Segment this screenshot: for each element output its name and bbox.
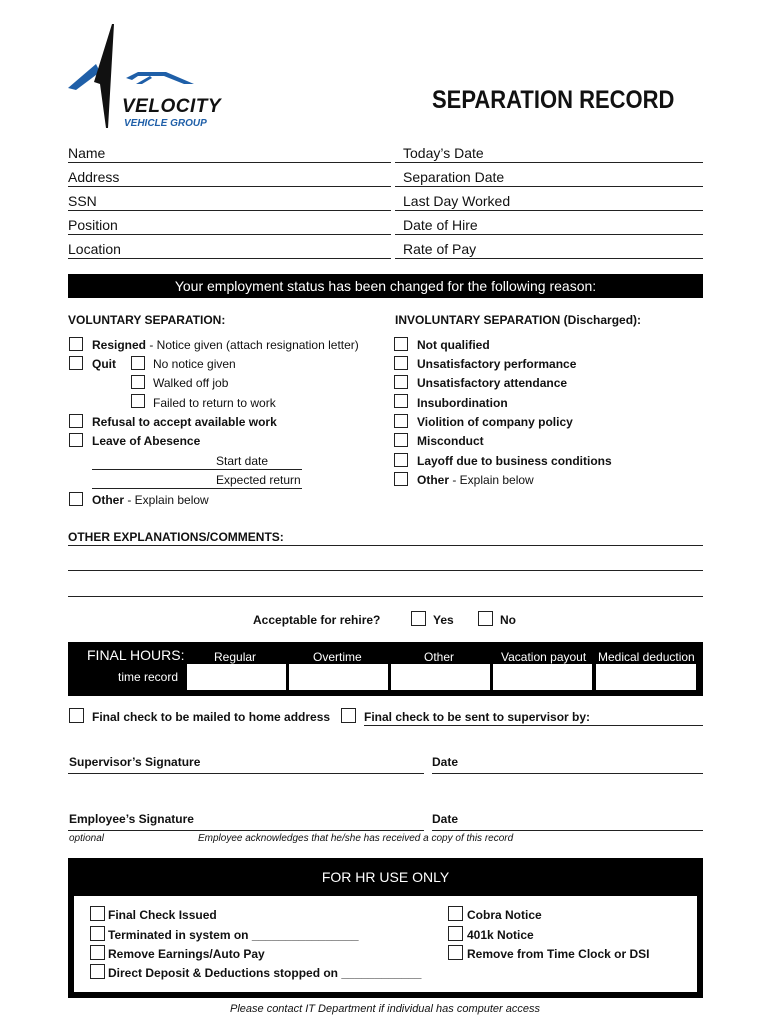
voluntary-other-checkbox[interactable]: [69, 492, 83, 506]
col-medical-label: Medical deduction: [598, 650, 695, 664]
supervisor-by-line[interactable]: [364, 725, 703, 726]
resigned-bold: Resigned: [92, 338, 147, 352]
mail-check-checkbox[interactable]: [69, 708, 84, 723]
time-record-label: time record: [118, 670, 179, 684]
comments-line-2[interactable]: [68, 570, 703, 571]
supervisor-check-checkbox[interactable]: [341, 708, 356, 723]
layoff-checkbox[interactable]: [394, 453, 408, 467]
401k-notice-checkbox[interactable]: [448, 926, 463, 941]
walked-off-label: Walked off job: [153, 376, 229, 390]
field-address-line[interactable]: [68, 186, 391, 187]
field-address-label: Address: [68, 169, 120, 185]
terminated-checkbox[interactable]: [90, 926, 105, 941]
involuntary-other-label: [417, 473, 534, 487]
field-position-label: Position: [68, 217, 118, 233]
policy-violation-checkbox[interactable]: [394, 414, 408, 428]
regular-hours-input[interactable]: [187, 664, 286, 690]
expected-return-label: Expected return: [216, 473, 301, 487]
company-logo: [66, 22, 222, 132]
supervisor-date-line[interactable]: [432, 773, 703, 774]
field-date-of-hire-line[interactable]: [395, 234, 703, 235]
field-position-line[interactable]: [68, 234, 391, 235]
not-qualified-label: Not qualified: [417, 338, 490, 352]
leave-label: Leave of Abesence: [92, 434, 201, 448]
field-todays-date-line[interactable]: [395, 162, 703, 163]
col-regular-label: Regular: [214, 650, 257, 664]
final-hours-heading: FINAL HOURS:: [87, 647, 185, 663]
involuntary-heading: INVOLUNTARY SEPARATION (Discharged):: [395, 313, 642, 327]
remove-earnings-label: Remove Earnings/Auto Pay: [108, 947, 265, 961]
layoff-label: Layoff due to business conditions: [417, 454, 612, 468]
start-date-line[interactable]: [92, 469, 302, 470]
page-title: SEPARATION RECORD: [432, 86, 675, 114]
supervisor-date-label: Date: [432, 755, 459, 769]
rehire-no-label: No: [500, 613, 516, 627]
walked-off-checkbox[interactable]: [131, 375, 145, 389]
other-hours-input[interactable]: [391, 664, 490, 690]
field-name-label: Name: [68, 145, 106, 161]
cobra-notice-label: Cobra Notice: [467, 908, 542, 922]
field-rate-of-pay-label: Rate of Pay: [403, 241, 477, 257]
supervisor-check-label: Final check to be sent to supervisor by:: [364, 710, 591, 724]
reason-banner-text: Your employment status has been changed for the following reason:: [174, 278, 597, 294]
failed-return-checkbox[interactable]: [131, 394, 145, 408]
field-location-line[interactable]: [68, 258, 391, 259]
final-check-issued-label: Final Check Issued: [108, 908, 217, 922]
col-other-label: Other: [424, 650, 455, 664]
no-notice-label: No notice given: [153, 357, 236, 371]
start-date-label: Start date: [216, 454, 269, 468]
voluntary-heading: VOLUNTARY SEPARATION:: [68, 313, 226, 327]
overtime-hours-input[interactable]: [289, 664, 388, 690]
resigned-rest: - Notice given (attach resignation letter): [146, 338, 359, 352]
field-name-line[interactable]: [68, 162, 391, 163]
rehire-yes-label: Yes: [433, 613, 454, 627]
resigned-checkbox[interactable]: [69, 337, 83, 351]
no-notice-checkbox[interactable]: [131, 356, 145, 370]
field-ssn-label: SSN: [68, 193, 97, 209]
401k-notice-label: 401k Notice: [467, 928, 534, 942]
optional-note: optional: [69, 833, 105, 844]
employee-date-label: Date: [432, 812, 459, 826]
field-location-label: Location: [68, 241, 121, 257]
footer-note: Please contact IT Department if individual has computer access: [230, 1003, 540, 1015]
direct-deposit-checkbox[interactable]: [90, 964, 105, 979]
unsat-attendance-label: Unsatisfactory attendance: [417, 376, 568, 390]
not-qualified-checkbox[interactable]: [394, 337, 408, 351]
quit-label: Quit: [92, 357, 116, 371]
comments-line-3[interactable]: [68, 596, 703, 597]
reason-banner: [68, 274, 703, 298]
cobra-notice-checkbox[interactable]: [448, 906, 463, 921]
rehire-yes-checkbox[interactable]: [411, 611, 426, 626]
refusal-checkbox[interactable]: [69, 414, 83, 428]
direct-deposit-label: Direct Deposit & Deductions stopped on ____________: [108, 966, 422, 980]
employee-signature-line[interactable]: [68, 830, 424, 831]
supervisor-signature-line[interactable]: [68, 773, 424, 774]
rehire-no-checkbox[interactable]: [478, 611, 493, 626]
logo-name: VELOCITY: [122, 96, 222, 117]
time-clock-label: Remove from Time Clock or DSI: [467, 947, 650, 961]
insubordination-checkbox[interactable]: [394, 394, 408, 408]
insubordination-label: Insubordination: [417, 396, 508, 410]
field-last-day-line[interactable]: [395, 210, 703, 211]
field-separation-date-line[interactable]: [395, 186, 703, 187]
field-todays-date-label: Today’s Date: [403, 145, 484, 161]
quit-checkbox[interactable]: [69, 356, 83, 370]
policy-violation-label: Violition of company policy: [417, 415, 573, 429]
medical-deduction-input[interactable]: [596, 664, 696, 690]
time-clock-checkbox[interactable]: [448, 945, 463, 960]
misconduct-label: Misconduct: [417, 434, 484, 448]
involuntary-other-bold: Other: [417, 473, 450, 487]
voluntary-other-label: [92, 493, 209, 507]
hr-heading: FOR HR USE ONLY: [321, 869, 450, 885]
failed-return-label: Failed to return to work: [153, 396, 276, 410]
mail-check-label: Final check to be mailed to home address: [92, 710, 331, 724]
resigned-label: [92, 338, 359, 352]
leave-checkbox[interactable]: [69, 433, 83, 447]
col-overtime-label: Overtime: [313, 650, 362, 664]
field-date-of-hire-label: Date of Hire: [403, 217, 478, 233]
expected-return-line[interactable]: [92, 488, 302, 489]
field-separation-date-label: Separation Date: [403, 169, 505, 185]
field-last-day-label: Last Day Worked: [403, 193, 511, 209]
employee-signature-label: Employee’s Signature: [69, 812, 194, 826]
refusal-label: Refusal to accept available work: [92, 415, 277, 429]
final-check-issued-checkbox[interactable]: [90, 906, 105, 921]
voluntary-other-bold: Other: [92, 493, 125, 507]
involuntary-other-checkbox[interactable]: [394, 472, 408, 486]
remove-earnings-checkbox[interactable]: [90, 945, 105, 960]
supervisor-signature-label: Supervisor’s Signature: [69, 755, 201, 769]
unsat-attendance-checkbox[interactable]: [394, 375, 408, 389]
acknowledgement-note: Employee acknowledges that he/she has received a copy of this record: [198, 833, 514, 844]
comments-line-1[interactable]: [68, 545, 703, 546]
terminated-label: Terminated in system on ________________: [108, 928, 359, 942]
comments-heading: OTHER EXPLANATIONS/COMMENTS:: [68, 530, 284, 544]
field-rate-of-pay-line[interactable]: [395, 258, 703, 259]
unsat-performance-checkbox[interactable]: [394, 356, 408, 370]
voluntary-other-rest: - Explain below: [124, 493, 209, 507]
unsat-performance-label: Unsatisfactory performance: [417, 357, 577, 371]
employee-date-line[interactable]: [432, 830, 703, 831]
misconduct-checkbox[interactable]: [394, 433, 408, 447]
col-vacation-label: Vacation payout: [501, 650, 587, 664]
field-ssn-line[interactable]: [68, 210, 391, 211]
rehire-question: Acceptable for rehire?: [253, 613, 381, 627]
involuntary-other-rest: - Explain below: [449, 473, 534, 487]
vacation-payout-input[interactable]: [493, 664, 592, 690]
logo-subtitle: VEHICLE GROUP: [124, 118, 207, 129]
